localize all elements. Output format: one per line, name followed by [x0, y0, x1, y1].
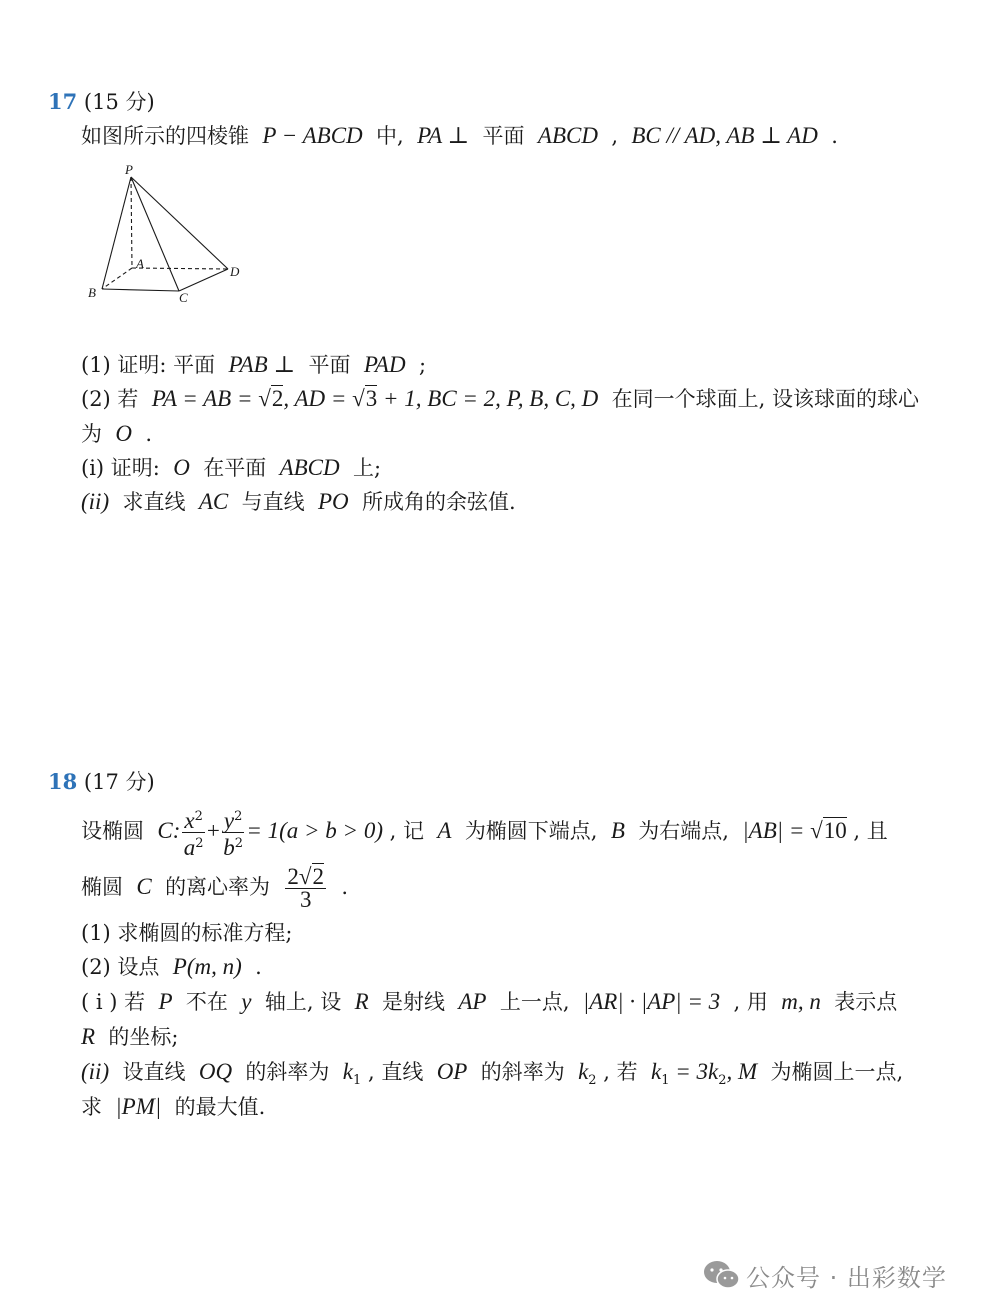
text: 设椭圆	[81, 819, 144, 843]
math-subscript: 1	[353, 1073, 362, 1089]
math: 2	[271, 386, 284, 411]
text: 椭圆	[81, 875, 123, 899]
math: y	[241, 989, 252, 1014]
math: R	[354, 989, 369, 1014]
question-score: (15 分)	[83, 90, 155, 114]
text: 在平面	[203, 456, 267, 480]
q17-intro	[81, 122, 838, 150]
text: 表示点	[834, 990, 898, 1014]
q18-line1: 设椭圆 C: $\frac{x^2}{a^2}$ + $\frac{y^2}{b^2}$ = 1(a > b > 0) , 记 A 为椭圆下端点, B 为右端点, |AB| = √10 , 且	[81, 808, 888, 860]
math: PO	[317, 489, 349, 514]
text: , 若	[603, 1060, 638, 1084]
math: , M	[726, 1059, 758, 1084]
math: C	[136, 874, 152, 899]
watermark-text: 公众号 · 出彩数学	[746, 1263, 947, 1292]
text: .	[831, 124, 838, 148]
math: C:	[157, 818, 181, 843]
math: PAD	[363, 352, 406, 377]
text: 不在	[185, 990, 228, 1014]
math: = 1(a > b > 0)	[246, 818, 383, 843]
edge-ad-hidden	[132, 268, 228, 269]
math: B	[610, 818, 625, 843]
text: 与直线	[241, 490, 305, 514]
math: ABCD	[279, 455, 340, 480]
math-subscript: 2	[718, 1073, 727, 1089]
q17-header	[48, 88, 155, 116]
text: 所成角的余弦值.	[361, 490, 516, 514]
math: k	[342, 1059, 353, 1084]
math: (ii)	[81, 1059, 110, 1084]
edge-pb	[102, 177, 131, 289]
q18-line2	[81, 862, 348, 912]
edge-pc	[131, 177, 179, 291]
math: |AR| · |AP| = 3	[582, 989, 721, 1014]
math: A	[437, 818, 452, 843]
math: O	[115, 421, 132, 446]
text: 为右端点,	[638, 819, 729, 843]
text: 设直线	[122, 1060, 186, 1084]
math: (ii)	[81, 489, 110, 514]
fraction-y2-b2: $\frac{y^2}{b^2}$	[223, 808, 243, 860]
text: .	[255, 955, 262, 979]
text: .	[341, 875, 349, 899]
text: ,	[611, 124, 618, 148]
text: 求	[81, 1095, 102, 1119]
label-d: D	[230, 264, 240, 279]
text: 是射线	[382, 990, 445, 1014]
pyramid-figure	[80, 158, 260, 308]
text: (1) 证明: 平面	[81, 353, 216, 377]
math: k	[578, 1059, 589, 1084]
question-number: 18	[48, 769, 78, 794]
q18-header	[48, 768, 155, 796]
text: 轴上, 设	[264, 990, 342, 1014]
label-c: C	[179, 290, 188, 305]
math: OQ	[198, 1059, 233, 1084]
text: 平面	[308, 353, 351, 377]
q18-part2-ii	[81, 1058, 903, 1095]
q18-part2	[81, 953, 262, 981]
text: (1) 求椭圆的标准方程;	[81, 921, 293, 945]
q18-part1	[81, 919, 293, 947]
text: 为	[81, 422, 102, 446]
text: 如图所示的四棱锥	[81, 124, 249, 148]
q17-part2: (2) 若 PA = AB = √2, AD = √3 + 1, BC = 2, P, B, C, D 在同一个球面上, 设该球面的球心	[81, 386, 919, 411]
q18-part2-i	[81, 988, 897, 1016]
math: O	[173, 455, 190, 480]
wechat-icon	[702, 1259, 742, 1291]
math: ABCD	[537, 123, 598, 148]
text: (2) 若	[81, 387, 139, 411]
text: (i) 证明:	[81, 456, 160, 480]
text: , 用	[733, 990, 768, 1014]
q17-part2-ii	[81, 488, 516, 516]
math: OP	[436, 1059, 468, 1084]
text: 的离心率为	[165, 875, 271, 899]
math: R	[81, 1024, 96, 1049]
text: 的斜率为	[480, 1060, 565, 1084]
text: ( i ) 若	[81, 990, 146, 1014]
text: 求直线	[122, 490, 186, 514]
edge-pa-hidden	[131, 177, 132, 268]
text: 上;	[352, 456, 382, 480]
q18-part2-i-cont	[81, 1023, 179, 1051]
text: 的斜率为	[245, 1060, 330, 1084]
math: AC	[198, 489, 229, 514]
question-number: 17	[48, 89, 78, 114]
question-score: (17 分)	[83, 770, 155, 794]
text: 上一点,	[499, 990, 570, 1014]
edge-pd	[131, 177, 228, 269]
math: m, n	[781, 989, 821, 1014]
text: 平面	[482, 124, 525, 148]
label-b: B	[88, 285, 96, 300]
math: 3	[365, 386, 378, 411]
math: |PM|	[115, 1094, 162, 1119]
math: |AB| =	[742, 818, 811, 843]
math: P − ABCD	[262, 123, 363, 148]
math: PA = AB =	[151, 386, 259, 411]
fraction-eccentricity: $\frac{2√2}{3}$	[287, 864, 325, 912]
text: , 且	[853, 819, 888, 843]
math: PA ⊥	[417, 123, 470, 148]
text: (2) 设点	[81, 955, 160, 979]
math: = 3k	[669, 1059, 719, 1084]
fraction-x2-a2: $\frac{x^2}{a^2}$	[183, 808, 204, 860]
text: 中,	[376, 124, 404, 148]
text: .	[145, 422, 153, 446]
math: + 1, BC = 2, P, B, C, D	[377, 386, 599, 411]
math: 10	[823, 818, 847, 843]
math: k	[650, 1059, 662, 1084]
edge-bc	[102, 289, 179, 291]
text: ;	[418, 353, 427, 377]
label-a: A	[136, 256, 144, 271]
math-subscript: 2	[588, 1073, 597, 1089]
math: +	[206, 818, 220, 843]
watermark	[702, 1257, 947, 1293]
text: 的最大值.	[174, 1095, 266, 1119]
q18-part2-ii-cont	[81, 1093, 265, 1121]
math: , AD =	[283, 386, 353, 411]
label-p: P	[125, 162, 133, 177]
math: BC // AD, AB ⊥ AD	[631, 123, 818, 148]
q17-part2-i	[81, 454, 381, 482]
text: 为椭圆下端点,	[464, 819, 598, 843]
math: AP	[458, 989, 487, 1014]
text: 为椭圆上一点,	[770, 1060, 904, 1084]
math: P	[158, 989, 173, 1014]
text: , 直线	[367, 1060, 424, 1084]
math: PAB ⊥	[228, 352, 296, 377]
edge-cd	[179, 269, 228, 291]
text: , 记	[389, 819, 425, 843]
q17-part1	[81, 351, 426, 379]
math: P(m, n)	[172, 954, 242, 979]
text: 在同一个球面上, 设该球面的球心	[611, 387, 919, 411]
text: 的坐标;	[108, 1025, 179, 1049]
q17-part2-cont	[81, 420, 152, 448]
math-subscript: 1	[661, 1073, 670, 1089]
